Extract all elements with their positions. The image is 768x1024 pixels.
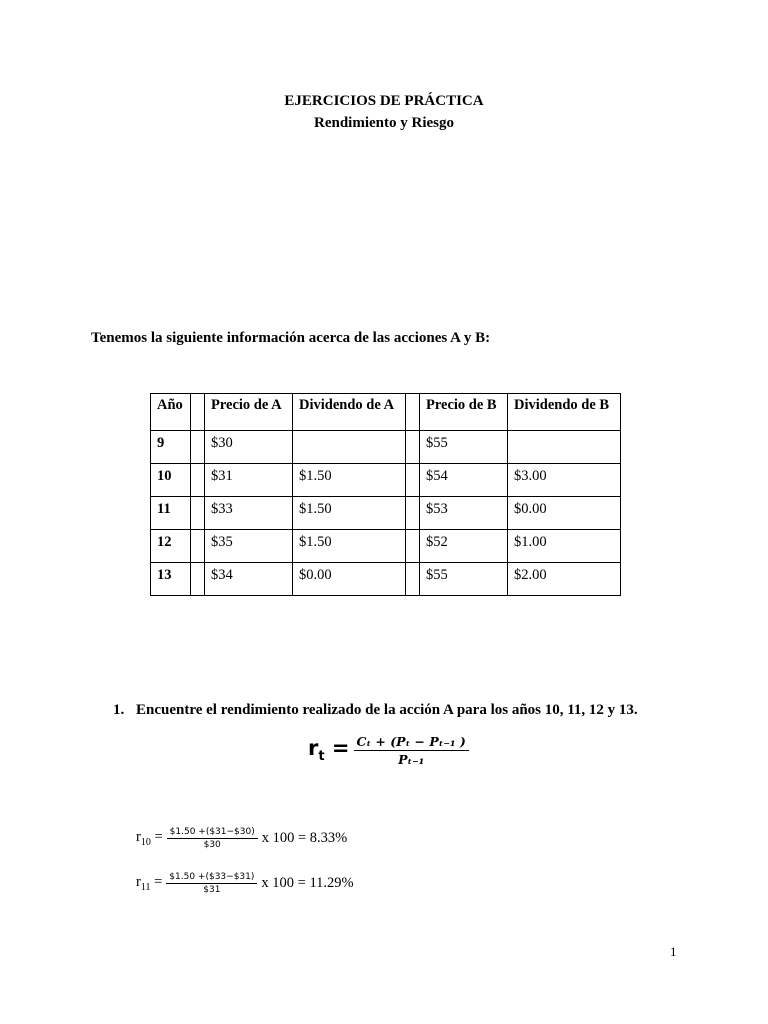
cell-year: 13 xyxy=(151,563,191,596)
calc-numerator: $1.50 +($33−$31) xyxy=(166,872,257,884)
cell-dividend-b: $0.00 xyxy=(508,497,621,530)
question-number: 1. xyxy=(113,702,125,718)
intro-text: Tenemos la siguiente información acerca de las acciones A y B: xyxy=(91,330,491,346)
cell-price-a: $34 xyxy=(205,563,293,596)
cell-price-b: $55 xyxy=(420,431,508,464)
table-row xyxy=(151,497,621,530)
cell-dividend-b: $2.00 xyxy=(508,563,621,596)
calc-subscript: 10 xyxy=(140,836,151,848)
cell-price-b: $53 xyxy=(420,497,508,530)
table-row xyxy=(151,563,621,596)
table-spacer xyxy=(406,394,420,431)
cell-dividend-a: $1.50 xyxy=(293,497,406,530)
calc-fraction xyxy=(167,827,258,850)
cell-dividend-a: $1.50 xyxy=(293,530,406,563)
cell-dividend-b: $1.00 xyxy=(508,530,621,563)
calc-denominator: $31 xyxy=(203,885,221,895)
calculation-r10 xyxy=(136,827,347,850)
formula-subscript: t xyxy=(318,749,325,765)
table-spacer xyxy=(191,394,205,431)
question-text: Encuentre el rendimiento realizado de la acción A para los años 10, 11, 12 y 13. xyxy=(136,702,638,718)
calc-label xyxy=(136,829,163,848)
formula-fraction xyxy=(354,734,469,767)
table-row xyxy=(151,530,621,563)
calc-equals: = xyxy=(154,874,163,891)
table-spacer xyxy=(191,497,205,530)
cell-price-a: $30 xyxy=(205,431,293,464)
table-spacer xyxy=(406,497,420,530)
cell-year: 12 xyxy=(151,530,191,563)
cell-price-b: $55 xyxy=(420,563,508,596)
calc-subscript: 11 xyxy=(140,881,151,893)
page-number: 1 xyxy=(670,944,677,959)
formula-lhs xyxy=(308,736,350,764)
calc-result: x 100 = 11.29% xyxy=(261,875,354,891)
table-row xyxy=(151,431,621,464)
table-spacer xyxy=(191,563,205,596)
return-formula xyxy=(308,734,469,767)
header-year: Año xyxy=(151,394,191,431)
table-spacer xyxy=(191,464,205,497)
document-title: EJERCICIOS DE PRÁCTICA xyxy=(284,93,484,109)
stock-data-table xyxy=(150,393,621,596)
calc-fraction xyxy=(166,872,257,895)
cell-dividend-a: $1.50 xyxy=(293,464,406,497)
cell-dividend-a: $0.00 xyxy=(293,563,406,596)
cell-year: 10 xyxy=(151,464,191,497)
calc-numerator: $1.50 +($31−$30) xyxy=(167,827,258,839)
calc-equals: = xyxy=(154,829,163,846)
header-dividend-b: Dividendo de B xyxy=(508,394,621,431)
cell-year: 9 xyxy=(151,431,191,464)
cell-dividend-b xyxy=(508,431,621,464)
formula-symbol: r xyxy=(308,736,319,761)
formula-denominator: Pₜ₋₁ xyxy=(398,752,425,767)
cell-price-a: $31 xyxy=(205,464,293,497)
cell-dividend-b: $3.00 xyxy=(508,464,621,497)
question-1 xyxy=(113,702,638,719)
cell-price-b: $52 xyxy=(420,530,508,563)
formula-numerator: Cₜ + (Pₜ − Pₜ₋₁ ) xyxy=(354,734,469,751)
cell-price-b: $54 xyxy=(420,464,508,497)
table-spacer xyxy=(406,431,420,464)
table-row xyxy=(151,464,621,497)
table-spacer xyxy=(191,530,205,563)
document-subtitle: Rendimiento y Riesgo xyxy=(314,115,454,131)
cell-dividend-a xyxy=(293,431,406,464)
header-price-a: Precio de A xyxy=(205,394,293,431)
calc-result: x 100 = 8.33% xyxy=(261,830,348,846)
cell-price-a: $33 xyxy=(205,497,293,530)
cell-price-a: $35 xyxy=(205,530,293,563)
calculation-r11 xyxy=(136,872,354,895)
calc-symbol: r xyxy=(136,829,141,846)
header-price-b: Precio de B xyxy=(420,394,508,431)
table-spacer xyxy=(406,530,420,563)
table-header-row xyxy=(151,394,621,431)
table-spacer xyxy=(406,464,420,497)
formula-equals: = xyxy=(331,736,350,761)
table-spacer xyxy=(406,563,420,596)
calc-denominator: $30 xyxy=(203,840,221,850)
header-dividend-a: Dividendo de A xyxy=(293,394,406,431)
calc-symbol: r xyxy=(136,874,141,891)
calc-label xyxy=(136,874,162,893)
cell-year: 11 xyxy=(151,497,191,530)
table-spacer xyxy=(191,431,205,464)
